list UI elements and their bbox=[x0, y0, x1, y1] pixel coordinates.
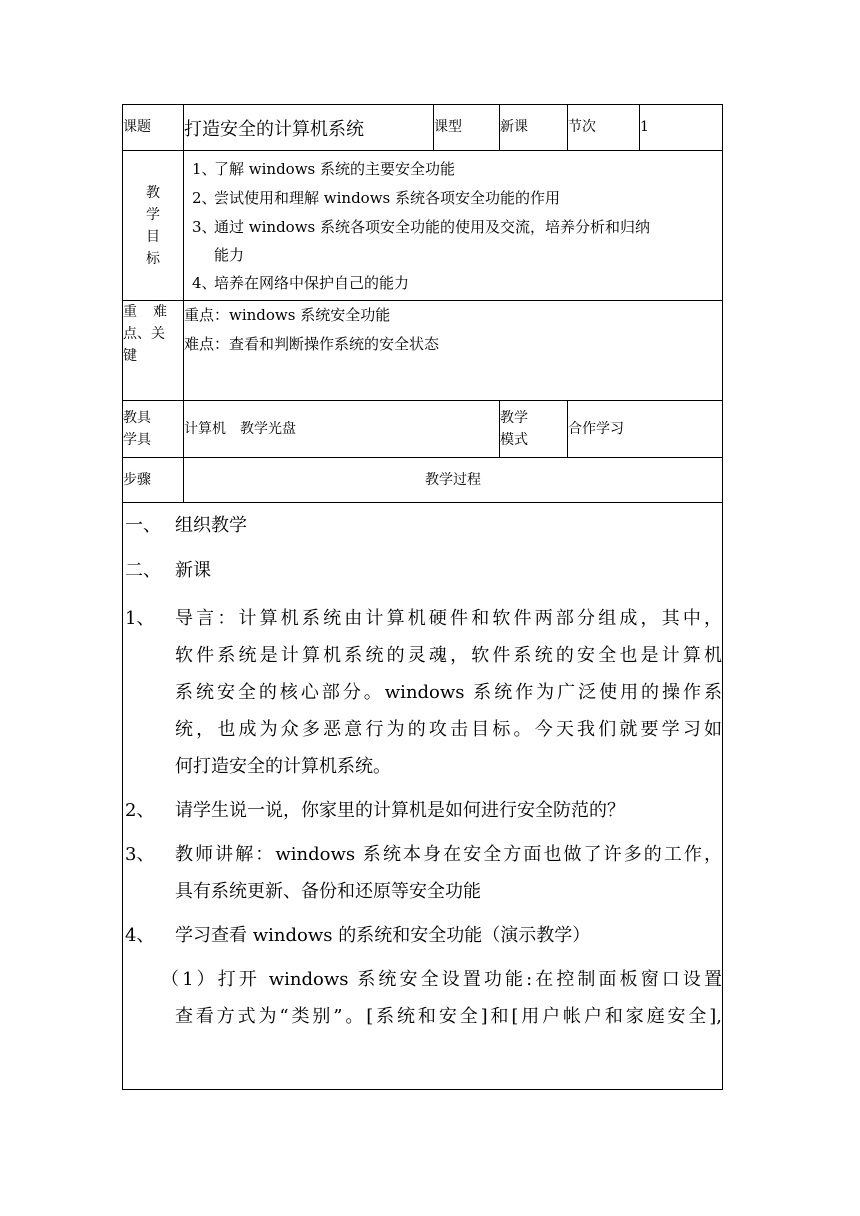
objectives-list bbox=[184, 151, 723, 301]
sub-step-item bbox=[123, 961, 722, 1035]
tools-row bbox=[123, 401, 723, 458]
process-row bbox=[123, 503, 723, 1090]
step-text-line: 导言：计算机系统由计算机硬件和软件两部分组成，其中， bbox=[175, 608, 722, 629]
objective-item bbox=[184, 213, 716, 242]
section-num: 一、 bbox=[125, 515, 161, 536]
key-points-row bbox=[123, 301, 723, 401]
tools-value: 计算机 教学光盘 bbox=[184, 401, 500, 458]
key-points-content bbox=[184, 301, 723, 401]
objective-item bbox=[184, 155, 716, 184]
objective-text: 培养在网络中保护自己的能力 bbox=[214, 274, 410, 292]
tools-label-line: 学具 bbox=[123, 432, 151, 448]
key-points-label-line: 点、关 bbox=[123, 326, 165, 342]
objective-continuation: 能力 bbox=[214, 246, 245, 264]
mode-value: 合作学习 bbox=[568, 401, 723, 458]
process-content bbox=[123, 503, 723, 1090]
mode-label-line: 教学 bbox=[500, 409, 528, 426]
lesson-plan-table bbox=[122, 104, 723, 1090]
step-item bbox=[123, 917, 722, 954]
section-heading bbox=[123, 548, 722, 593]
step-num: 3、 bbox=[125, 844, 155, 865]
mode-label bbox=[500, 401, 568, 458]
key-points-label-char: 重 bbox=[123, 304, 137, 320]
step-item bbox=[123, 836, 722, 910]
process-header: 教学过程 bbox=[184, 458, 723, 503]
objective-num: 2、 bbox=[192, 189, 217, 207]
section-title: 新课 bbox=[175, 560, 211, 581]
difficult-point: 难点：查看和判断操作系统的安全状态 bbox=[184, 335, 440, 353]
step-item bbox=[123, 600, 722, 785]
objectives-label-char: 学 bbox=[146, 206, 160, 223]
tools-label-line: 教具 bbox=[123, 409, 151, 426]
step-text-line: 何打造安全的计算机系统。 bbox=[175, 756, 391, 777]
period-value: 1 bbox=[640, 105, 723, 151]
objective-item bbox=[184, 184, 716, 213]
period-label: 节次 bbox=[568, 105, 640, 151]
section-num: 二、 bbox=[125, 560, 161, 581]
steps-label: 步骤 bbox=[123, 458, 184, 503]
type-value: 新课 bbox=[500, 105, 568, 151]
step-text-line: 学习查看 windows 的系统和安全功能（演示教学） bbox=[175, 925, 591, 946]
objectives-row bbox=[123, 151, 723, 301]
sub-step-text-line: 查看方式为“类别”。[系统和安全]和[用户帐户和家庭安全], bbox=[175, 1006, 722, 1027]
objectives-label bbox=[123, 151, 184, 301]
step-num: 1、 bbox=[125, 608, 155, 629]
objective-text: 通过 windows 系统各项安全功能的使用及交流，培养分析和归纳 bbox=[214, 218, 651, 236]
step-text-line: 统，也成为众多恶意行为的攻击目标。今天我们就要学习如 bbox=[175, 719, 722, 740]
mode-label-line: 模式 bbox=[500, 432, 528, 448]
step-text-line: 教师讲解：windows 系统本身在安全方面也做了许多的工作， bbox=[175, 844, 722, 865]
sub-step-text-line: （1）打开 windows 系统安全设置功能:在控制面板窗口设置 bbox=[161, 969, 722, 990]
objectives-label-char: 教 bbox=[146, 184, 160, 201]
objective-num: 3、 bbox=[192, 218, 217, 236]
topic-label: 课题 bbox=[123, 105, 184, 151]
type-label: 课型 bbox=[434, 105, 500, 151]
objective-item bbox=[184, 269, 716, 298]
header-row bbox=[123, 105, 723, 151]
tools-label bbox=[123, 401, 184, 458]
section-heading bbox=[123, 503, 722, 548]
key-point: 重点：windows 系统安全功能 bbox=[184, 306, 391, 324]
objective-num: 1、 bbox=[192, 160, 217, 178]
steps-row bbox=[123, 458, 723, 503]
objective-num: 4、 bbox=[192, 274, 217, 292]
step-text-line: 请学生说一说，你家里的计算机是如何进行安全防范的？ bbox=[175, 800, 625, 821]
step-text-line: 具有系统更新、备份和还原等安全功能 bbox=[175, 881, 481, 902]
key-points-label-char: 难 bbox=[153, 304, 167, 320]
section-title: 组织教学 bbox=[175, 515, 247, 536]
step-num: 2、 bbox=[125, 800, 155, 821]
step-text-line: 软件系统是计算机系统的灵魂，软件系统的安全也是计算机 bbox=[175, 645, 722, 666]
objectives-label-char: 标 bbox=[146, 250, 160, 267]
step-text-line: 系统安全的核心部分。windows 系统作为广泛使用的操作系 bbox=[175, 682, 722, 703]
objective-text: 尝试使用和理解 windows 系统各项安全功能的作用 bbox=[214, 189, 561, 207]
objectives-label-char: 目 bbox=[146, 228, 160, 245]
key-points-label bbox=[123, 301, 184, 401]
step-num: 4、 bbox=[125, 925, 155, 946]
topic-value: 打造安全的计算机系统 bbox=[184, 105, 434, 151]
objective-text: 了解 windows 系统的主要安全功能 bbox=[214, 160, 456, 178]
key-points-label-line: 键 bbox=[123, 348, 137, 364]
step-item bbox=[123, 792, 722, 829]
